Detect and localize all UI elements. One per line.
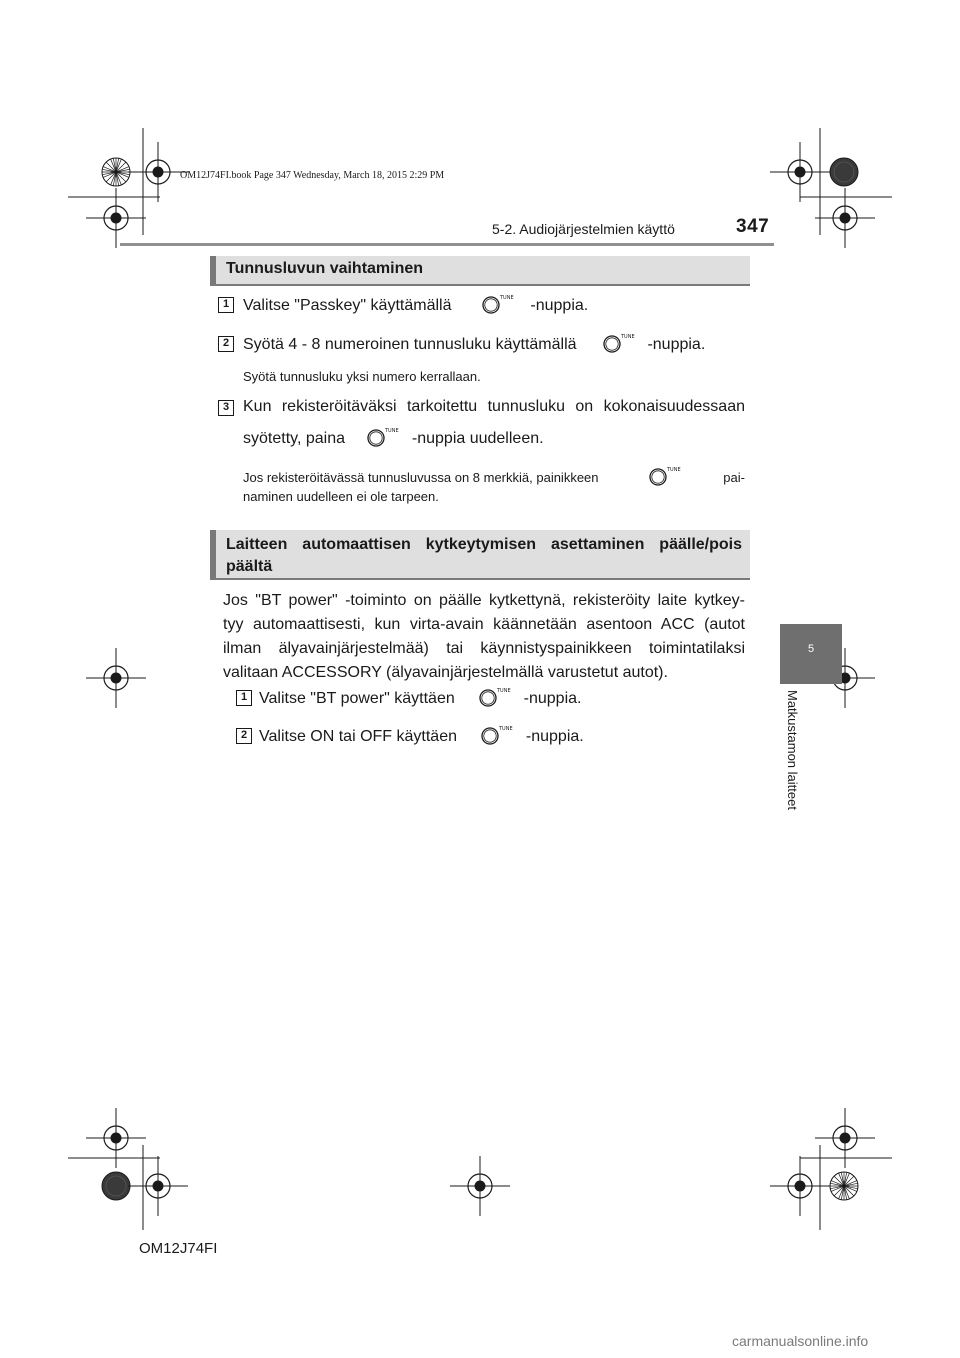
book-info: OM12J74FI.book Page 347 Wednesday, March 18, 2015 2:29 PM	[180, 170, 445, 181]
paragraph-line: valitaan ACCESSORY (älyavainjärjestelmällä varustetut autot).	[223, 664, 668, 681]
svg-text:TUNE: TUNE	[499, 726, 514, 732]
step-text-part: -nuppia.	[523, 690, 582, 707]
step-text	[259, 726, 584, 746]
header-rule	[120, 243, 774, 246]
step-text-part: Syötä 4 - 8 numeroinen tunnusluku käyttämällä	[243, 336, 577, 353]
page-number: 347	[736, 216, 770, 237]
note-text	[243, 467, 745, 487]
tune-knob-icon	[479, 726, 514, 746]
watermark: carmanualsonline.info	[732, 1333, 869, 1349]
section-heading-line: päältä	[226, 558, 273, 575]
document-code: OM12J74FI	[139, 1240, 218, 1257]
svg-text:TUNE: TUNE	[620, 334, 635, 340]
tune-knob-icon	[480, 295, 514, 315]
section-heading: Tunnusluvun vaihtaminen	[210, 256, 750, 286]
tune-knob-icon	[647, 467, 681, 487]
section-heading-line: Laitteen automaattisen kytkeytymisen asettaminen päälle/pois	[226, 536, 742, 553]
paragraph-line: ilman älyavainjärjestelmää) tai käynnistyspainikkeen toimintatilaksi	[223, 640, 745, 657]
step-text-part: Valitse ON tai OFF käyttäen	[259, 728, 457, 745]
chapter-title: Matkustamon laitteet	[785, 690, 800, 810]
step-text	[243, 334, 705, 354]
step-text-part: -nuppia.	[525, 728, 584, 745]
step-number: 1	[218, 297, 234, 313]
step-text: Kun rekisteröitäväksi tarkoitettu tunnusluku on kokonaisuudessaan	[243, 398, 745, 415]
svg-text:TUNE: TUNE	[499, 295, 514, 301]
tune-knob-icon	[477, 688, 511, 708]
step-text-part: Valitse "Passkey" käyttämällä	[243, 297, 452, 314]
note-text: Syötä tunnusluku yksi numero kerrallaan.	[243, 369, 481, 384]
step-text	[243, 295, 588, 315]
step-text-part: -nuppia uudelleen.	[411, 430, 544, 447]
note-text-part: Jos rekisteröitävässä tunnusluvussa on 8 merkkiä, painikkeen	[243, 469, 599, 485]
note-text-part: pai-	[723, 469, 745, 485]
svg-text:TUNE: TUNE	[385, 428, 400, 434]
svg-text:TUNE: TUNE	[666, 467, 681, 473]
svg-text:TUNE: TUNE	[497, 688, 511, 694]
tune-knob-icon	[601, 334, 635, 354]
step-text-part: syötetty, paina	[243, 430, 345, 447]
step-number: 1	[236, 690, 252, 706]
paragraph-line: tyy automaattisesti, kun virta-avain käännetään asentoon ACC (autot	[223, 616, 745, 633]
step-text	[259, 688, 581, 708]
step-text-part: -nuppia.	[647, 336, 706, 353]
step-number: 2	[218, 336, 234, 352]
paragraph	[223, 589, 745, 685]
step-number: 2	[236, 728, 252, 744]
section-heading	[210, 530, 750, 580]
step-number: 3	[218, 400, 234, 416]
chapter-tab: 5	[780, 624, 842, 684]
tune-knob-icon	[365, 428, 400, 448]
step-text-part: -nuppia.	[530, 297, 589, 314]
section-title: 5-2. Audiojärjestelmien käyttö	[492, 221, 675, 237]
note-text: naminen uudelleen ei ole tarpeen.	[243, 489, 439, 504]
step-text	[243, 428, 544, 448]
paragraph-line: Jos "BT power" -toiminto on päälle kytkettynä, rekisteröity laite kytkey-	[223, 592, 745, 609]
step-text-part: Valitse "BT power" käyttäen	[259, 690, 455, 707]
